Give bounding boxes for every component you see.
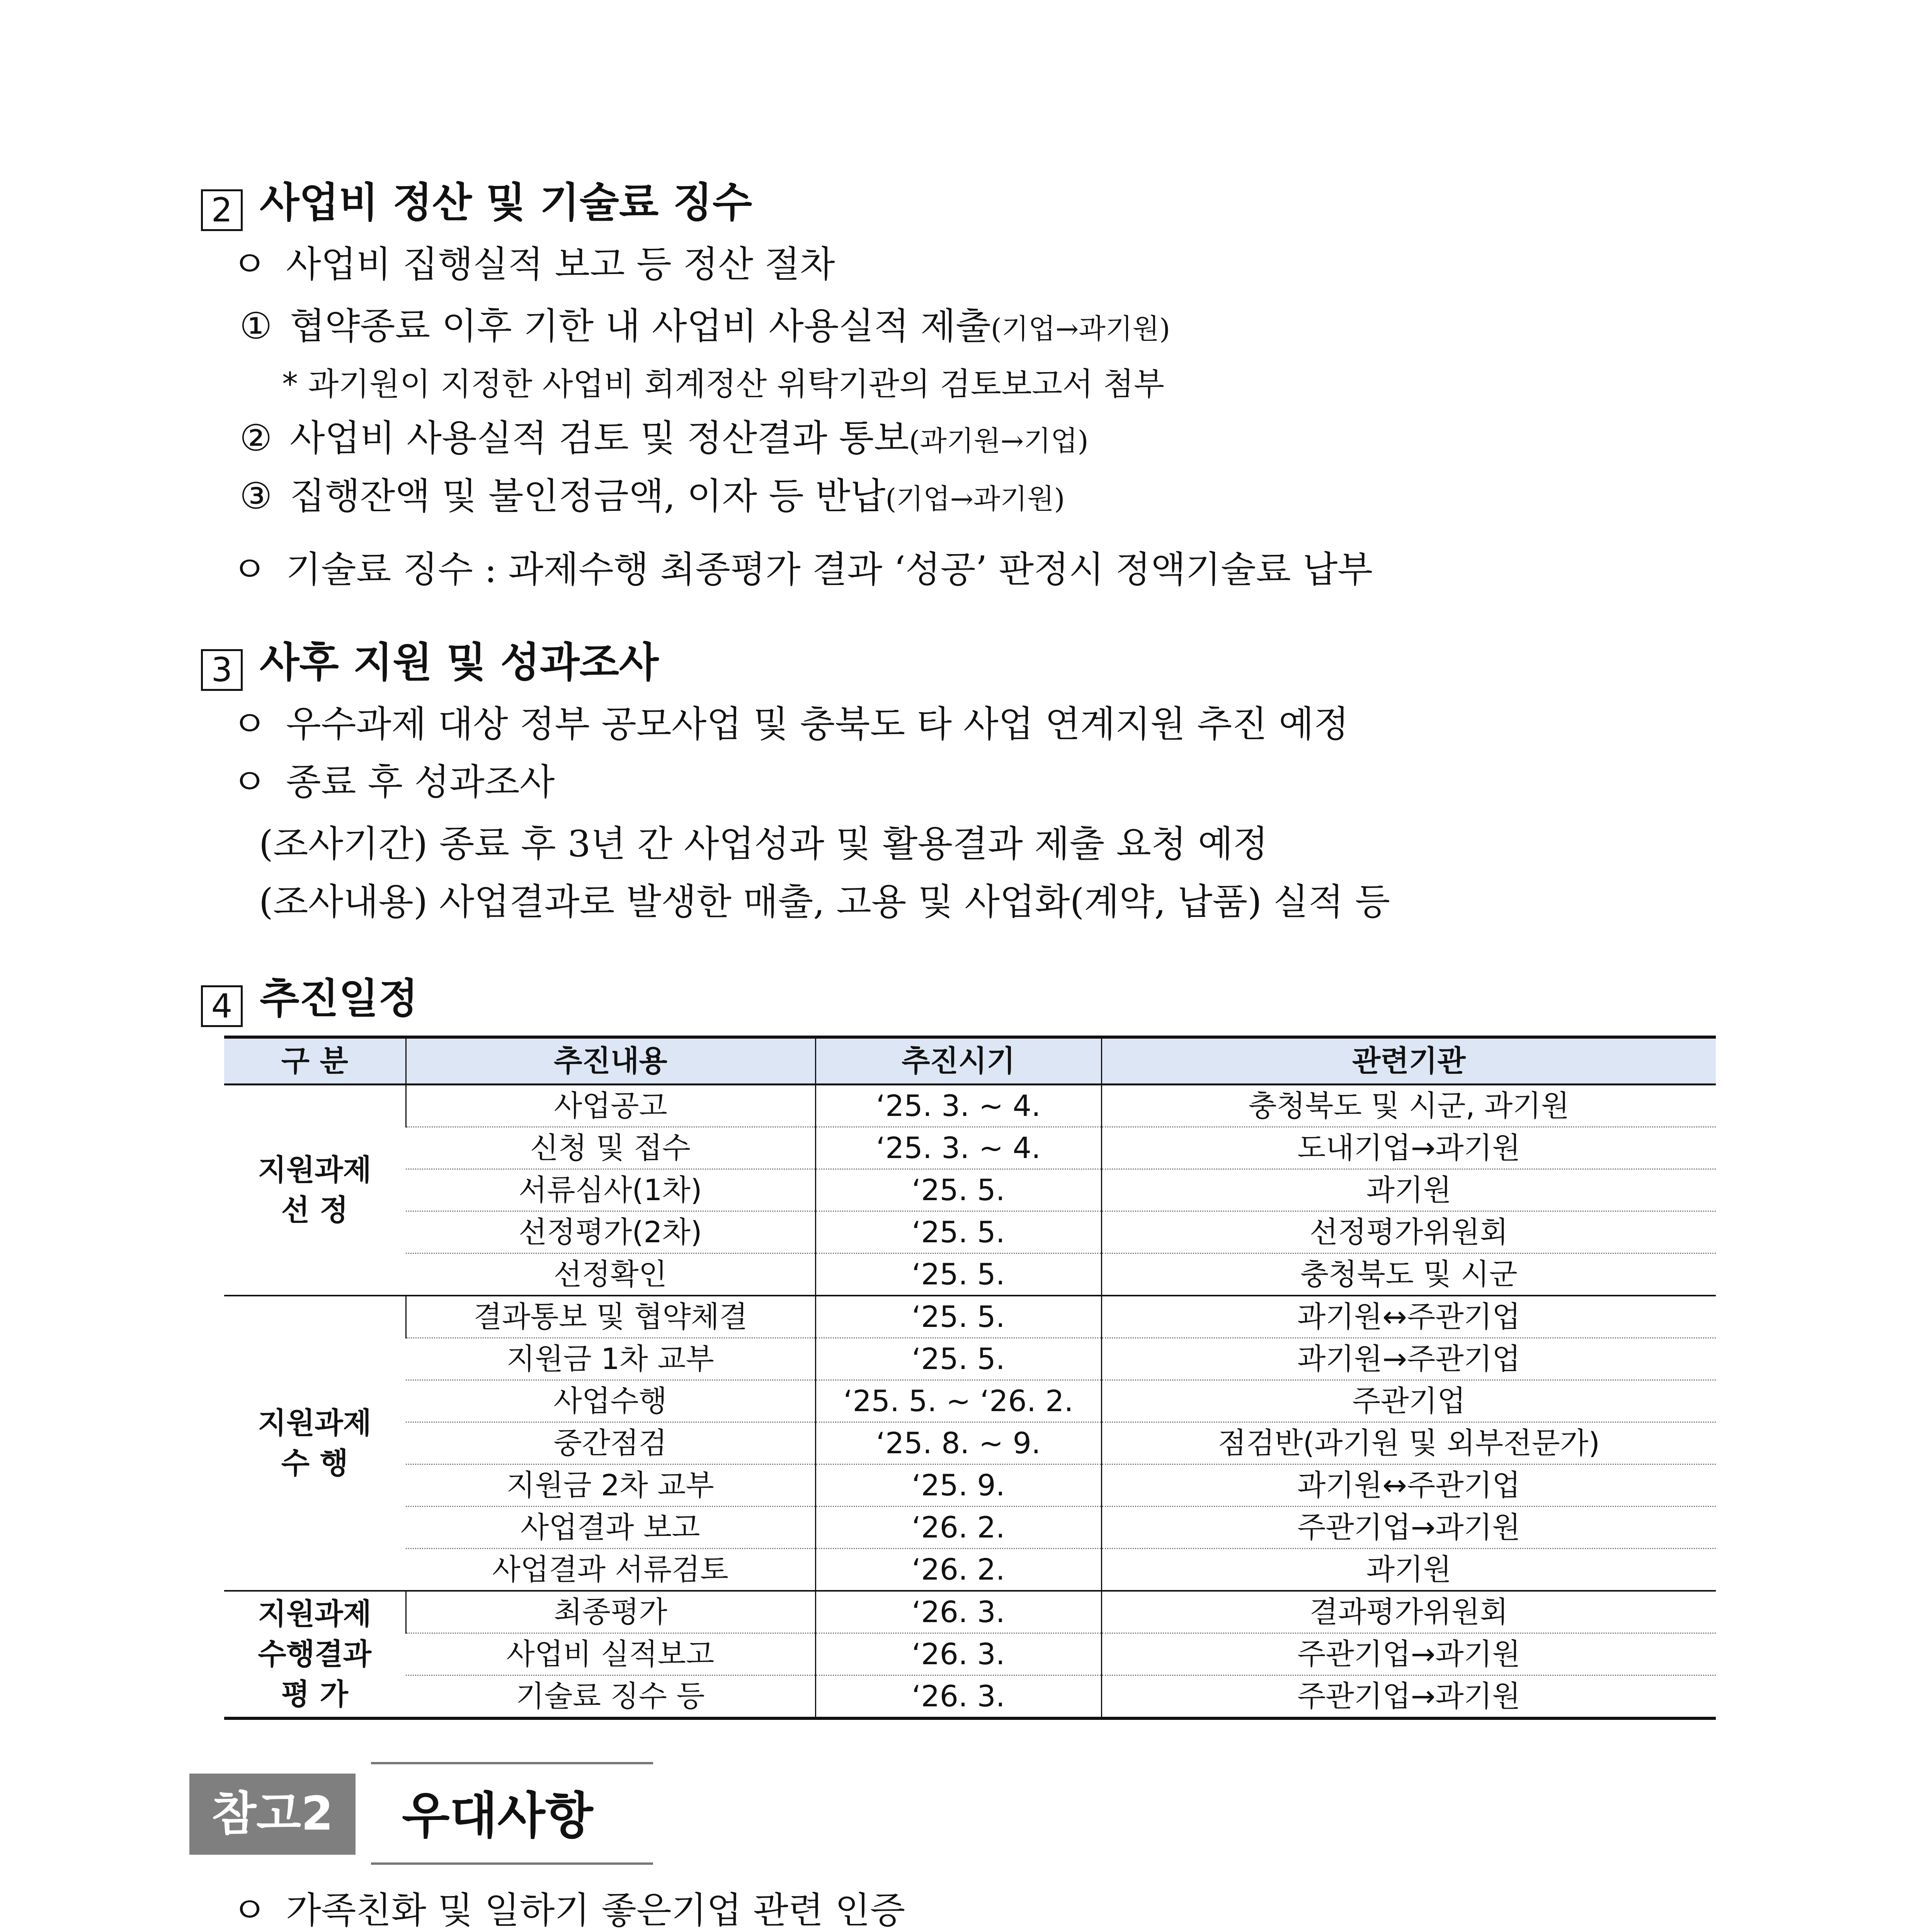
bullet-line: ㅇ 종료 후 성과조사 bbox=[232, 761, 555, 803]
group-label: 지원과제 선 정 bbox=[224, 1085, 406, 1296]
col-header: 관련기관 bbox=[1101, 1037, 1716, 1085]
table-row: 지원과제 수행결과 평 가 최종평가 ‘26. 3. 결과평가위원회 bbox=[224, 1591, 1716, 1633]
section-title: 추진일정 bbox=[260, 975, 418, 1022]
section-3-heading bbox=[201, 630, 659, 691]
table-row: 선정평가(2차) ‘25. 5. 선정평가위원회 bbox=[224, 1211, 1716, 1253]
bullet-line: ㅇ 사업비 집행실적 보고 등 정산 절차 bbox=[232, 243, 835, 286]
survey-period: (조사기간) 종료 후 3년 간 사업성과 및 활용결과 제출 요청 예정 bbox=[259, 823, 1268, 865]
section-title: 사후 지원 및 성과조사 bbox=[260, 639, 659, 686]
table-row: 지원과제 수 행 결과통보 및 협약체결 ‘25. 5. 과기원↔주관기업 bbox=[224, 1296, 1716, 1338]
section-number: 4 bbox=[201, 985, 243, 1027]
table-row: 서류심사(1차) ‘25. 5. 과기원 bbox=[224, 1169, 1716, 1211]
step-note: * 과기원이 지정한 사업비 회계정산 위탁기관의 검토보고서 첨부 bbox=[282, 366, 1164, 403]
table-row: 기술료 징수 등 ‘26. 3. 주관기업→과기원 bbox=[224, 1675, 1716, 1719]
section-number: 2 bbox=[201, 189, 243, 231]
table-row: 지원과제 선 정 사업공고 ‘25. 3. ~ 4. 충청북도 및 시군, 과기원 bbox=[224, 1085, 1716, 1127]
step-line: ③ 집행잔액 및 불인정금액, 이자 등 반납(기업→과기원) bbox=[240, 475, 1065, 517]
step-line: ② 사업비 사용실적 검토 및 정산결과 통보(과기원→기업) bbox=[240, 417, 1089, 459]
section-number: 3 bbox=[201, 649, 243, 691]
section-4-heading bbox=[201, 966, 418, 1027]
col-header: 추진시기 bbox=[815, 1037, 1101, 1085]
table-row: 지원금 1차 교부 ‘25. 5. 과기원→주관기업 bbox=[224, 1338, 1716, 1380]
col-header: 추진내용 bbox=[406, 1037, 815, 1085]
bullet-line: ㅇ 우수과제 대상 정부 공모사업 및 충북도 타 사업 연계지원 추진 예정 bbox=[232, 703, 1349, 745]
table-row: 신청 및 접수 ‘25. 3. ~ 4. 도내기업→과기원 bbox=[224, 1127, 1716, 1169]
group-label: 지원과제 수 행 bbox=[224, 1296, 406, 1591]
table-row: 사업수행 ‘25. 5. ~ ‘26. 2. 주관기업 bbox=[224, 1380, 1716, 1422]
step-line: ① 협약종료 이후 기한 내 사업비 사용실적 제출(기업→과기원) bbox=[240, 305, 1171, 347]
group-label: 지원과제 수행결과 평 가 bbox=[224, 1591, 406, 1718]
table-row: 선정확인 ‘25. 5. 충청북도 및 시군 bbox=[224, 1253, 1716, 1296]
section-2-heading bbox=[201, 170, 752, 231]
table-row: 사업결과 서류검토 ‘26. 2. 과기원 bbox=[224, 1549, 1716, 1591]
ref-title: 우대사항 bbox=[402, 1787, 593, 1845]
ref-title-rule-bottom bbox=[371, 1862, 653, 1865]
ref-title-rule-top bbox=[371, 1762, 653, 1764]
table-row: 중간점검 ‘25. 8. ~ 9. 점검반(과기원 및 외부전문가) bbox=[224, 1422, 1716, 1464]
section-title: 사업비 정산 및 기술료 징수 bbox=[260, 179, 752, 226]
ref-tag: 참고2 bbox=[189, 1774, 356, 1855]
survey-content: (조사내용) 사업결과로 발생한 매출, 고용 및 사업화(계약, 납품) 실적 등 bbox=[259, 881, 1390, 923]
col-header: 구 분 bbox=[224, 1037, 406, 1085]
table-row: 사업비 실적보고 ‘26. 3. 주관기업→과기원 bbox=[224, 1633, 1716, 1675]
bullet-line: ㅇ 기술료 징수 : 과제수행 최종평가 결과 ‘성공’ 판정시 정액기술료 납부 bbox=[232, 549, 1373, 591]
schedule-table bbox=[224, 1036, 1716, 1720]
table-row: 사업결과 보고 ‘26. 2. 주관기업→과기원 bbox=[224, 1507, 1716, 1549]
table-row: 지원금 2차 교부 ‘25. 9. 과기원↔주관기업 bbox=[224, 1464, 1716, 1507]
bullet-line: ㅇ 가족친화 및 일하기 좋은기업 관련 인증 bbox=[232, 1889, 905, 1932]
